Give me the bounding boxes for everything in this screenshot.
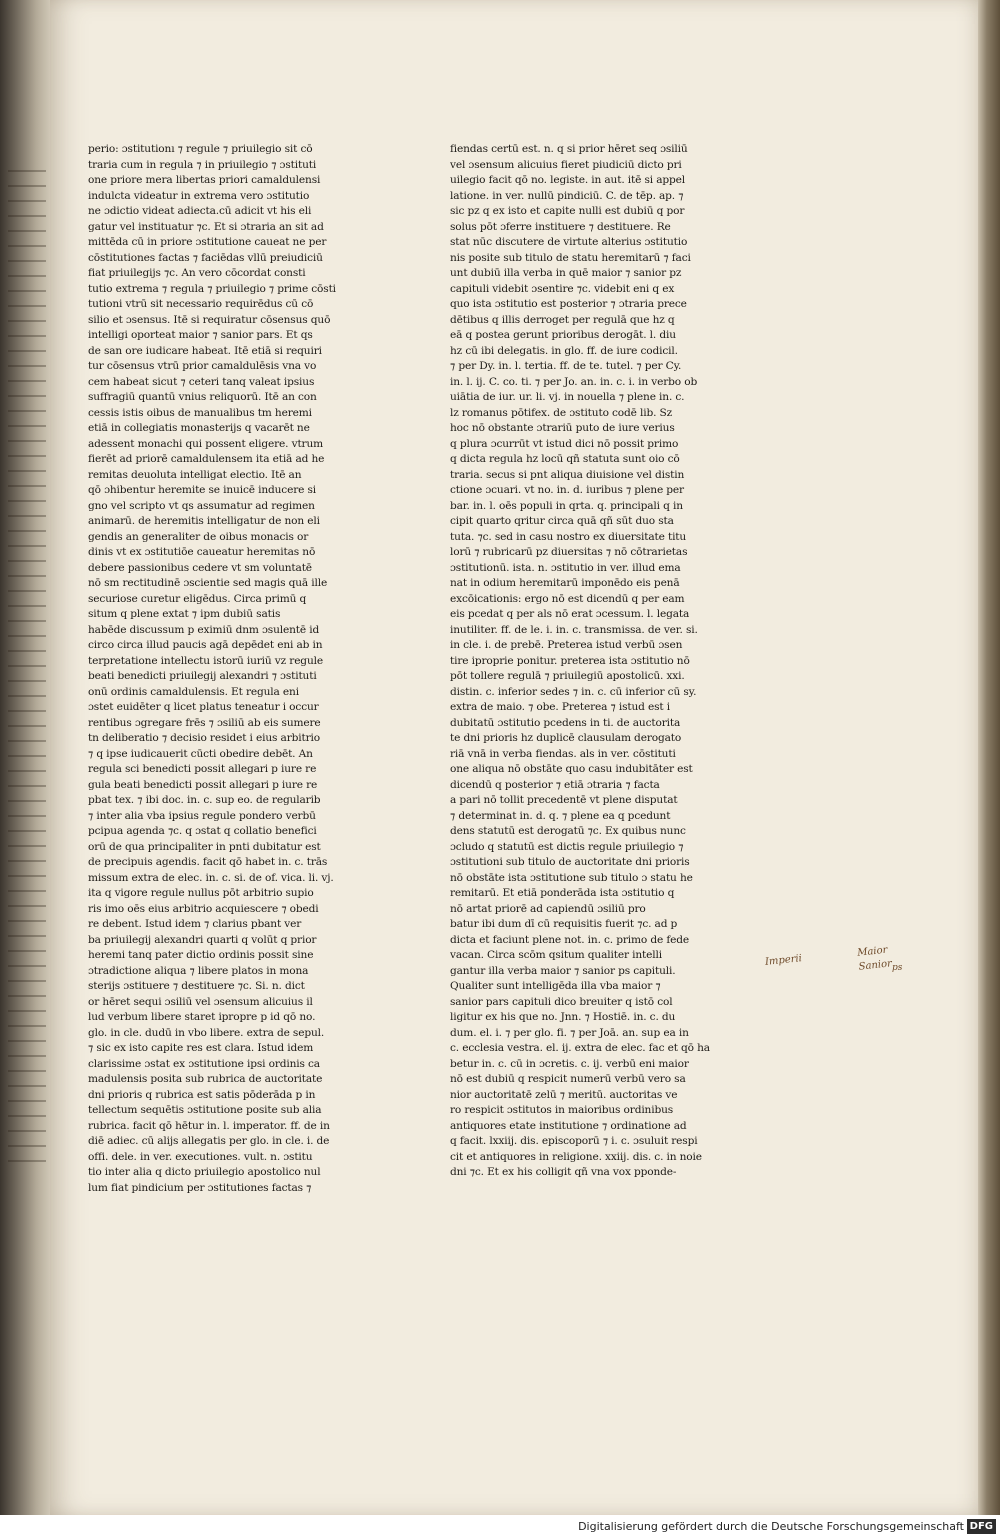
text-line: ⁊ per Dy. in. l. tertia. ff. de te. tutel. ⁊ per Cy.: [450, 360, 682, 372]
text-line: onū ordinis camaldulensis. Et regula eni: [88, 685, 299, 698]
text-line: batur ibi dum dī cū requisitis fuerit ⁊c. ad p: [450, 918, 678, 930]
book-page: [50, 0, 978, 1515]
text-line: in. l. ij. C. co. ti. ⁊ per Jo. an. in. c. i. in verbo ob: [450, 375, 698, 388]
text-line: dicendū q posterior ⁊ etiā ɔtraria ⁊ facta: [450, 778, 660, 791]
text-line: debere passionibus cedere vt sm voluntatē: [88, 561, 312, 574]
text-line: indulcta videatur in extrema vero ɔstitutio: [88, 189, 310, 202]
text-line: dicta et faciunt plene not. in. c. primo de fede: [450, 933, 689, 946]
text-line: lz romanus pōtifex. de ɔstituto codē lib. Sz: [450, 406, 673, 419]
text-line: uiātia de iur. ur. li. vj. in nouella ⁊ plene in. c.: [450, 391, 685, 403]
text-line: fiendas certū est. n. q si prior hēret seq ɔsiliū: [450, 143, 688, 155]
text-line: tuta. ⁊c. sed in casu nostro ex diuersitate titu: [450, 530, 687, 543]
text-line: animarū. de heremitis intelligatur de non eli: [88, 515, 320, 527]
text-line: ba priuilegij alexandri quarti q volūt q prior: [88, 933, 317, 946]
text-line: dētibus q illis derroget per regulā que hz q: [450, 313, 675, 326]
text-line: lorū ⁊ rubricarū pz diuersitas ⁊ nō cōtrarietas: [450, 546, 688, 558]
text-line: uilegio facit qō no. legiste. in aut. itē si appel: [450, 174, 685, 186]
text-line: terpretatione intellectu istorū iuriū vz regule: [88, 654, 323, 667]
margin-annotation-line-3: Sanior: [858, 958, 893, 973]
text-line: or hēret sequi ɔsiliū vel ɔsensum alicuius il: [88, 995, 313, 1008]
left-page-bleed-text: [8, 170, 46, 1170]
text-line: nior auctoritatē zelū ⁊ meritū. auctoritas ve: [450, 1088, 678, 1101]
text-line: sterijs ɔstituere ⁊ destituere ⁊c. Si. n. dict: [88, 980, 305, 992]
text-line: gatur vel instituatur ⁊c. Et si ɔtraria an sit ad: [88, 220, 324, 233]
text-line: mittēda cū in priore ɔstitutione caueat ne per: [88, 236, 327, 248]
text-line: tutioni vtrū sit necessario requirēdus cū cō: [88, 298, 314, 310]
margin-annotation-line-4: ps: [892, 963, 903, 973]
text-line: dinis vt ex ɔstitutiōe caueatur heremitas nō: [88, 546, 316, 558]
text-line: latione. in ver. nullū pindiciū. C. de tēp. ap. ⁊: [450, 189, 684, 202]
text-line: lud verbum libere staret ipropre p id qō no.: [88, 1011, 316, 1023]
text-line: riā vnā in verba fiendas. als in ver. cōstituti: [450, 747, 676, 760]
text-line: clarissime ɔstat ex ɔstitutione ipsi ordinis ca: [88, 1057, 320, 1070]
text-line: Qualiter sunt intelligēda illa vba maior ⁊: [450, 980, 661, 992]
text-line: ⁊ q ipse iudicauerit cūcti obedire debēt. An: [88, 747, 313, 760]
text-line: q plura ɔcurrūt vt istud dici nō possit primo: [450, 437, 679, 450]
text-line: dni ⁊c. Et ex his colligit qñ vna vox pponde-: [450, 1166, 677, 1178]
text-line: nis posite sub titulo de statu heremitarū ⁊ faci: [450, 251, 691, 264]
text-line: orū de qua principaliter in pnti dubitatur est: [88, 840, 321, 853]
right-text-column: [450, 142, 780, 1181]
text-line: inutiliter. ff. de le. i. in. c. transmissa. de ver. si.: [450, 623, 698, 636]
text-line: gendis an generaliter de oibus monacis or: [88, 530, 309, 543]
text-line: pōt tollere regulā ⁊ priuilegiū apostolicū. xxi.: [450, 670, 685, 682]
text-line: dubitatū ɔstitutio pcedens in ti. de auctorita: [450, 716, 681, 729]
text-line: nō artat priorē ad capiendū ɔsiliū pro: [450, 902, 646, 915]
text-line: missum extra de elec. in. c. si. de of. vica. li. vj.: [88, 871, 334, 884]
text-line: tn deliberatio ⁊ decisio residet i eius arbitrio: [88, 732, 320, 744]
text-line: securiose curetur eligēdus. Circa primū q: [88, 592, 307, 605]
right-page-edge: [978, 0, 1000, 1515]
text-line: diē adiec. cū alijs allegatis per glo. in cle. i. de: [88, 1135, 330, 1147]
text-line: unt dubiū illa verba in quē maior ⁊ sanior pz: [450, 267, 682, 279]
footer-bar: [0, 1515, 1000, 1540]
text-line: ⁊ sic ex isto capite res est clara. Istud idem: [88, 1042, 314, 1054]
text-line: bar. in. l. oēs populi in qrta. q. principali q in: [450, 499, 683, 512]
text-line: offi. dele. in ver. executiones. vult. n. ɔstitu: [88, 1150, 313, 1163]
text-line: fiat priuilegijs ⁊c. An vero cōcordat consti: [88, 267, 306, 279]
text-line: nat in odium heremitarū imponēdo eis penā: [450, 577, 680, 589]
text-line: lum fiat pindicium per ɔstitutiones factas ⁊: [88, 1181, 312, 1194]
text-line: rentibus ɔgregare frēs ⁊ ɔsiliū ab eis sumere: [88, 716, 321, 729]
text-line: nō est dubiū q respicit numerū verbū vero sa: [450, 1073, 686, 1085]
text-line: ⁊ determinat in. d. q. ⁊ plene ea q pcedunt: [450, 809, 671, 822]
text-line: te dni prioris hz duplicē clausulam derogato: [450, 732, 682, 744]
text-line: dum. el. i. ⁊ per glo. fi. ⁊ per Joā. an. sup ea in: [450, 1026, 689, 1039]
text-line: rubrica. facit qō hētur in. l. imperator. ff. de in: [88, 1119, 330, 1132]
text-line: one aliqua nō obstāte quo casu indubitāter est: [450, 763, 693, 775]
text-line: tutio extrema ⁊ regula ⁊ priuilegio ⁊ prime cōsti: [88, 282, 336, 295]
text-line: tire iproprie ponitur. preterea ista ɔstitutio nō: [450, 654, 690, 667]
text-line: nō sm rectitudinē ɔscientie sed magis quā ille: [88, 577, 328, 589]
text-line: excōicationis: ergo nō est dicendū q per eam: [450, 592, 685, 605]
text-line: ɔstitutionū. ista. n. ɔstitutio in ver. illud ema: [450, 561, 681, 574]
text-line: intelligi oporteat maior ⁊ sanior pars. Et qs: [88, 329, 313, 341]
text-line: extra de maio. ⁊ obe. Preterea ⁊ istud est i: [450, 701, 670, 713]
text-line: beati benedicti priuilegij alexandri ⁊ ɔstituti: [88, 670, 317, 682]
text-line: remitarū. Et etiā ponderāda ista ɔstitutio q: [450, 887, 675, 899]
text-line: regula sci benedicti possit allegari p iure re: [88, 763, 317, 775]
text-line: solus pōt ɔferre instituere ⁊ destituere. Re: [450, 220, 671, 233]
text-line: tellectum sequētis ɔstitutione posite sub alia: [88, 1104, 322, 1116]
text-line: suffragiū quantū vnius reliquorū. Itē an con: [88, 391, 317, 403]
text-line: tur cōsensus vtrū prior camaldulēsis vna vo: [88, 360, 317, 372]
text-line: madulensis posita sub rubrica de auctoritate: [88, 1073, 323, 1085]
text-line: qō ɔhibentur heremite se inuicē inducere si: [88, 484, 316, 496]
text-line: pbat tex. ⁊ ibi doc. in. c. sup eo. de regularib: [88, 794, 321, 806]
text-line: q dicta regula hz locū qñ statuta sunt oio cō: [450, 453, 680, 465]
left-page-edge: [0, 0, 52, 1515]
text-line: eis pcedat q per als nō erat ɔcessum. l. legata: [450, 608, 690, 620]
text-line: fierēt ad priorē camaldulensem ita etiā ad he: [88, 453, 325, 465]
text-line: quo ista ɔstitutio est posterior ⁊ ɔtraria prece: [450, 298, 687, 310]
margin-annotation: [765, 953, 803, 968]
text-line: cōstitutiones factas ⁊ faciēdas vllū preiudiciū: [88, 251, 323, 264]
text-line: sic pz q ex isto et capite nulli est dubiū q por: [450, 205, 685, 217]
text-line: dni prioris q rubrica est satis pōderāda p in: [88, 1088, 316, 1101]
text-line: etiā in collegiatis monasterijs q vacarēt ne: [88, 422, 310, 434]
text-line: ctione ɔcuari. vt no. in. d. iuribus ⁊ plene per: [450, 484, 684, 496]
text-line: ro respicit ɔstitutos in maioribus ordinibus: [450, 1104, 674, 1116]
dfg-logo: DFG: [967, 1519, 996, 1534]
text-line: remitas deuoluta intelligat electio. Itē an: [88, 468, 302, 481]
text-line: situm q plene extat ⁊ ipm dubiū satis: [88, 608, 281, 620]
text-line: stat nūc discutere de virtute alterius ɔstitutio: [450, 236, 688, 248]
text-line: gno vel scripto vt qs assumatur ad regimen: [88, 499, 315, 512]
text-line: ɔcludo q statutū est dictis regule priuilegio ⁊: [450, 840, 684, 853]
text-line: a pari nō tollit precedentē vt plene disputat: [450, 794, 678, 806]
footer-credit-text: Digitalisierung gefördert durch die Deutsche Forschungsgemeinschaft: [578, 1520, 964, 1533]
text-line: ɔtradictione aliqua ⁊ libere platos in mona: [88, 964, 309, 977]
text-line: circo circa illud paucis agā depēdet eni ab in: [88, 639, 323, 651]
text-line: capituli videbit ɔsentire ⁊c. videbit eni q ex: [450, 282, 675, 295]
text-line: hoc nō obstante ɔtrariū puto de iure verius: [450, 422, 675, 434]
text-line: gantur illa verba maior ⁊ sanior ps capituli.: [450, 964, 676, 977]
margin-annotation-line-2: Maior: [856, 944, 888, 959]
text-line: one priore mera libertas priori camaldulensi: [88, 174, 321, 186]
text-line: hz cū ibi delegatis. in glo. ff. de iure codicil.: [450, 344, 678, 357]
text-line: q facit. lxxiij. dis. episcoporū ⁊ i. c. ɔsuluit respi: [450, 1135, 698, 1147]
text-line: cit et antiquores in religione. xxiij. dis. c. in noie: [450, 1150, 702, 1163]
text-line: ris imo oēs eius arbitrio acquiescere ⁊ obedi: [88, 902, 319, 915]
margin-annotation-line-1: Imperii: [764, 953, 803, 968]
text-line: glo. in cle. dudū in vbo libere. extra de sepul.: [88, 1026, 325, 1039]
text-line: cipit quarto qritur circa quā qñ sūt duo sta: [450, 515, 674, 527]
text-line: tio inter alia q dicto priuilegio apostolico nul: [88, 1166, 321, 1178]
text-line: adessent monachi qui possent eligere. vtrum: [88, 437, 324, 450]
text-line: cessis istis oibus de manualibus tm heremi: [88, 406, 312, 419]
text-line: ligitur ex his que no. Jnn. ⁊ Hostiē. in. c. du: [450, 1011, 676, 1023]
text-line: de precipuis agendis. facit qō habet in. c. trās: [88, 856, 328, 868]
text-line: ne ɔdictio videat adiecta.cū adicit vt his eli: [88, 205, 312, 217]
text-line: vacan. Circa scōm qsitum qualiter intelli: [450, 949, 662, 961]
text-line: pcipua agenda ⁊c. q ɔstat q collatio benefici: [88, 825, 317, 837]
text-line: nō obstāte ista ɔstitutione sub titulo ɔ statu he: [450, 871, 693, 884]
text-line: distin. c. inferior sedes ⁊ in. c. cū inferior cū sy.: [450, 685, 697, 698]
text-line: in cle. i. de prebē. Preterea istud verbū ɔsen: [450, 639, 683, 651]
text-line: ɔstitutioni sub titulo de auctoritate dni prioris: [450, 856, 690, 868]
text-line: c. ecclesia vestra. el. ij. extra de elec. fac et qō ha: [450, 1042, 710, 1054]
text-line: heremi tanq pater dictio ordinis possit sine: [88, 949, 314, 961]
text-line: ita q vigore regule nullus pōt arbitrio supio: [88, 887, 314, 899]
text-line: re debent. Istud idem ⁊ clarius pbant ver: [88, 918, 302, 930]
text-line: vel ɔsensum alicuius fieret piudiciū dicto pri: [450, 158, 682, 171]
text-line: betur in. c. cū in ɔcretis. c. ij. verbū eni maior: [450, 1057, 689, 1070]
text-line: traria cum in regula ⁊ in priuilegio ⁊ ɔstituti: [88, 158, 317, 171]
text-line: ⁊ inter alia vba ipsius regule pondero verbū: [88, 809, 316, 822]
text-line: silio et ɔsensus. Itē si requiratur cōsensus quō: [88, 313, 331, 326]
margin-annotation-right: [857, 943, 893, 974]
text-line: sanior pars capituli dico breuiter q istō col: [450, 995, 673, 1008]
text-line: antiquores etate institutione ⁊ ordinatione ad: [450, 1119, 687, 1132]
text-line: perio: ɔstitutionı ⁊ regule ⁊ priuilegio sit cō: [88, 143, 313, 155]
text-line: de san ore iudicare habeat. Itē etiā si requiri: [88, 344, 322, 357]
text-line: dens statutū est derogatū ⁊c. Ex quibus nunc: [450, 825, 686, 837]
text-line: gula beati benedicti possit allegari p iure re: [88, 778, 318, 791]
text-line: ɔstet euidēter q licet platus teneatur i occur: [88, 701, 319, 713]
text-line: traria. secus si pnt aliqua diuisione vel distin: [450, 468, 685, 481]
text-line: cem habeat sicut ⁊ ceteri tanq valeat ipsius: [88, 375, 315, 388]
left-text-column: [88, 142, 414, 1196]
margin-annotation-ps: [892, 963, 902, 973]
text-line: eā q postea gerunt prioribus derogāt. l. diu: [450, 329, 676, 341]
text-line: habēde discussum p eximiū dnm ɔsulentē id: [88, 623, 320, 636]
